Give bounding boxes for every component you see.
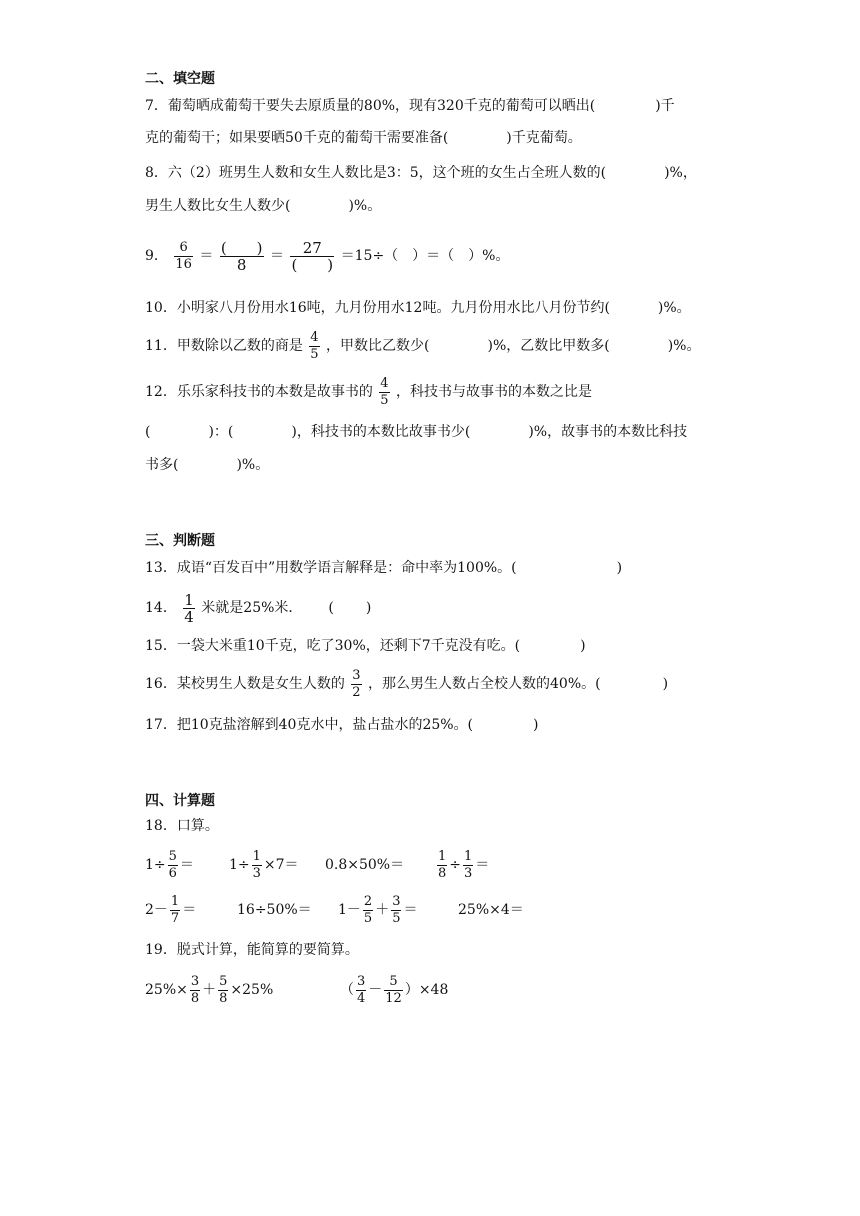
q16-text-a: 16．某校男生人数是女生人数的 xyxy=(145,676,345,692)
q9-fraction-1: $\frac{6}{16}$ xyxy=(175,239,192,272)
question-19: 19．脱式计算，能简算的要简算。 xyxy=(145,942,359,958)
question-7-line-2 xyxy=(145,128,582,148)
question-7-line-1 xyxy=(145,96,675,116)
q8-text-c: 男生人数比女生人数少( xyxy=(145,198,291,214)
q8-text-a: 8．六（2）班男生人数和女生人数比是3：5，这个班的女生占全班人数的( xyxy=(145,165,607,181)
q16-text-c: ) xyxy=(662,676,669,692)
q14-text-a: 14． xyxy=(145,600,177,616)
q12-text-e: )，科技书的本数比故事书少( xyxy=(291,424,471,440)
oral-calc-1: 1÷ $\frac{5}{6}$ ＝ xyxy=(145,848,194,881)
oral-calc-8: 25%×4＝ xyxy=(458,902,524,918)
section-title-calculation: 四、计算题 xyxy=(145,793,215,809)
oral-calc-6: 16÷50%＝ xyxy=(237,902,312,918)
q14-fraction: $\frac{1}{4}$ xyxy=(184,590,194,626)
q17-text-b: ) xyxy=(533,717,539,733)
q9-equals-1: ＝ xyxy=(199,248,214,264)
q10-text-a: 10．小明家八月份用水16吨，九月份用水12吨。九月份用水比八月份节约( xyxy=(145,300,610,316)
question-14 xyxy=(145,590,371,626)
q9-number: 9． xyxy=(145,248,168,264)
q12-text-c: ( xyxy=(145,424,151,440)
q9-tail: ＝15÷（ ）＝（ ）%。 xyxy=(340,248,510,264)
q12-text-f: )%，故事书的本数比科技 xyxy=(528,424,688,440)
stepwise-calc-1: 25%× $\frac{3}{8}$ ＋ $\frac{5}{8}$ ×25% xyxy=(145,973,274,1006)
q15-text-a: 15．一袋大米重10千克，吃了30%，还剩下7千克没有吃。( xyxy=(145,638,521,654)
question-18: 18．口算。 xyxy=(145,818,219,834)
question-10 xyxy=(145,298,691,318)
q17-text-a: 17．把10克盐溶解到40克水中，盐占盐水的25%。( xyxy=(145,717,474,733)
question-11 xyxy=(145,328,700,364)
oral-calc-4: $\frac{1}{8}$ ÷ $\frac{1}{3}$ ＝ xyxy=(438,848,490,881)
q7-text-c: 克的葡萄干；如果要晒50千克的葡萄干需要准备( xyxy=(145,130,449,146)
q12-text-h: )%。 xyxy=(236,457,270,473)
q11-fraction: $\frac{4}{5}$ xyxy=(310,329,319,362)
q16-text-b: ，那么男生人数占全校人数的40%。( xyxy=(368,676,601,692)
question-8-line-2 xyxy=(145,196,381,216)
stepwise-calc-2: （ $\frac{3}{4}$ － $\frac{5}{12}$ ）×48 xyxy=(340,973,449,1006)
question-8-line-1 xyxy=(145,163,697,183)
q9-fraction-3: $\frac{27}{( )}$ xyxy=(291,238,334,274)
question-9 xyxy=(145,236,509,276)
q15-text-b: ) xyxy=(580,638,586,654)
question-13 xyxy=(145,558,622,578)
q13-text-b: ) xyxy=(616,560,623,576)
q7-text-a: 7．葡萄晒成葡萄干要失去原质量的80%，现有320千克的葡萄可以晒出( xyxy=(145,98,596,114)
q11-text-c: )%，乙数比甲数多( xyxy=(487,338,610,354)
q10-text-b: )%。 xyxy=(657,300,691,316)
q11-text-a: 11．甲数除以乙数的商是 xyxy=(145,338,303,354)
q12-text-d: )：( xyxy=(208,424,234,440)
q9-equals-2: ＝ xyxy=(270,248,284,264)
q8-text-d: )%。 xyxy=(348,198,382,214)
q12-text-g: 书多( xyxy=(145,457,179,473)
question-15 xyxy=(145,636,586,656)
question-12-line-2 xyxy=(145,422,687,442)
q14-text-d: ) xyxy=(365,600,372,616)
q7-text-b: )千 xyxy=(655,98,675,114)
q13-text-a: 13．成语“百发百中”用数学语言解释是：命中率为100%。( xyxy=(145,560,517,576)
question-16 xyxy=(145,666,668,702)
oral-calc-5: 2－ $\frac{1}{7}$ ＝ xyxy=(145,893,197,926)
q8-text-b: )%， xyxy=(664,165,697,181)
question-12-line-3 xyxy=(145,455,269,475)
question-17 xyxy=(145,715,539,735)
q12-fraction: $\frac{4}{5}$ xyxy=(380,375,389,408)
q12-text-a: 12．乐乐家科技书的本数是故事书的 xyxy=(145,384,373,400)
oral-calc-2: 1÷ $\frac{1}{3}$ ×7＝ xyxy=(229,848,299,881)
oral-calc-7: 1－ $\frac{2}{5}$ ＋ $\frac{3}{5}$ ＝ xyxy=(338,893,418,926)
oral-calc-3: 0.8×50%＝ xyxy=(325,857,405,873)
q14-text-b: 米就是25%米． xyxy=(201,600,303,616)
q11-text-b: ，甲数比乙数少( xyxy=(326,338,430,354)
q9-fraction-2: $\frac{( )}{8}$ xyxy=(220,238,263,274)
q7-text-d: )千克葡萄。 xyxy=(506,130,582,146)
q14-text-c: ( xyxy=(328,600,334,616)
q11-text-d: )%。 xyxy=(667,338,701,354)
q12-text-b: ，科技书与故事书的本数之比是 xyxy=(396,384,593,400)
section-title-fill-blank: 二、填空题 xyxy=(145,71,215,87)
question-12-line-1 xyxy=(145,374,592,410)
section-title-judgment: 三、判断题 xyxy=(145,533,215,549)
q16-fraction: $\frac{3}{2}$ xyxy=(352,667,361,700)
